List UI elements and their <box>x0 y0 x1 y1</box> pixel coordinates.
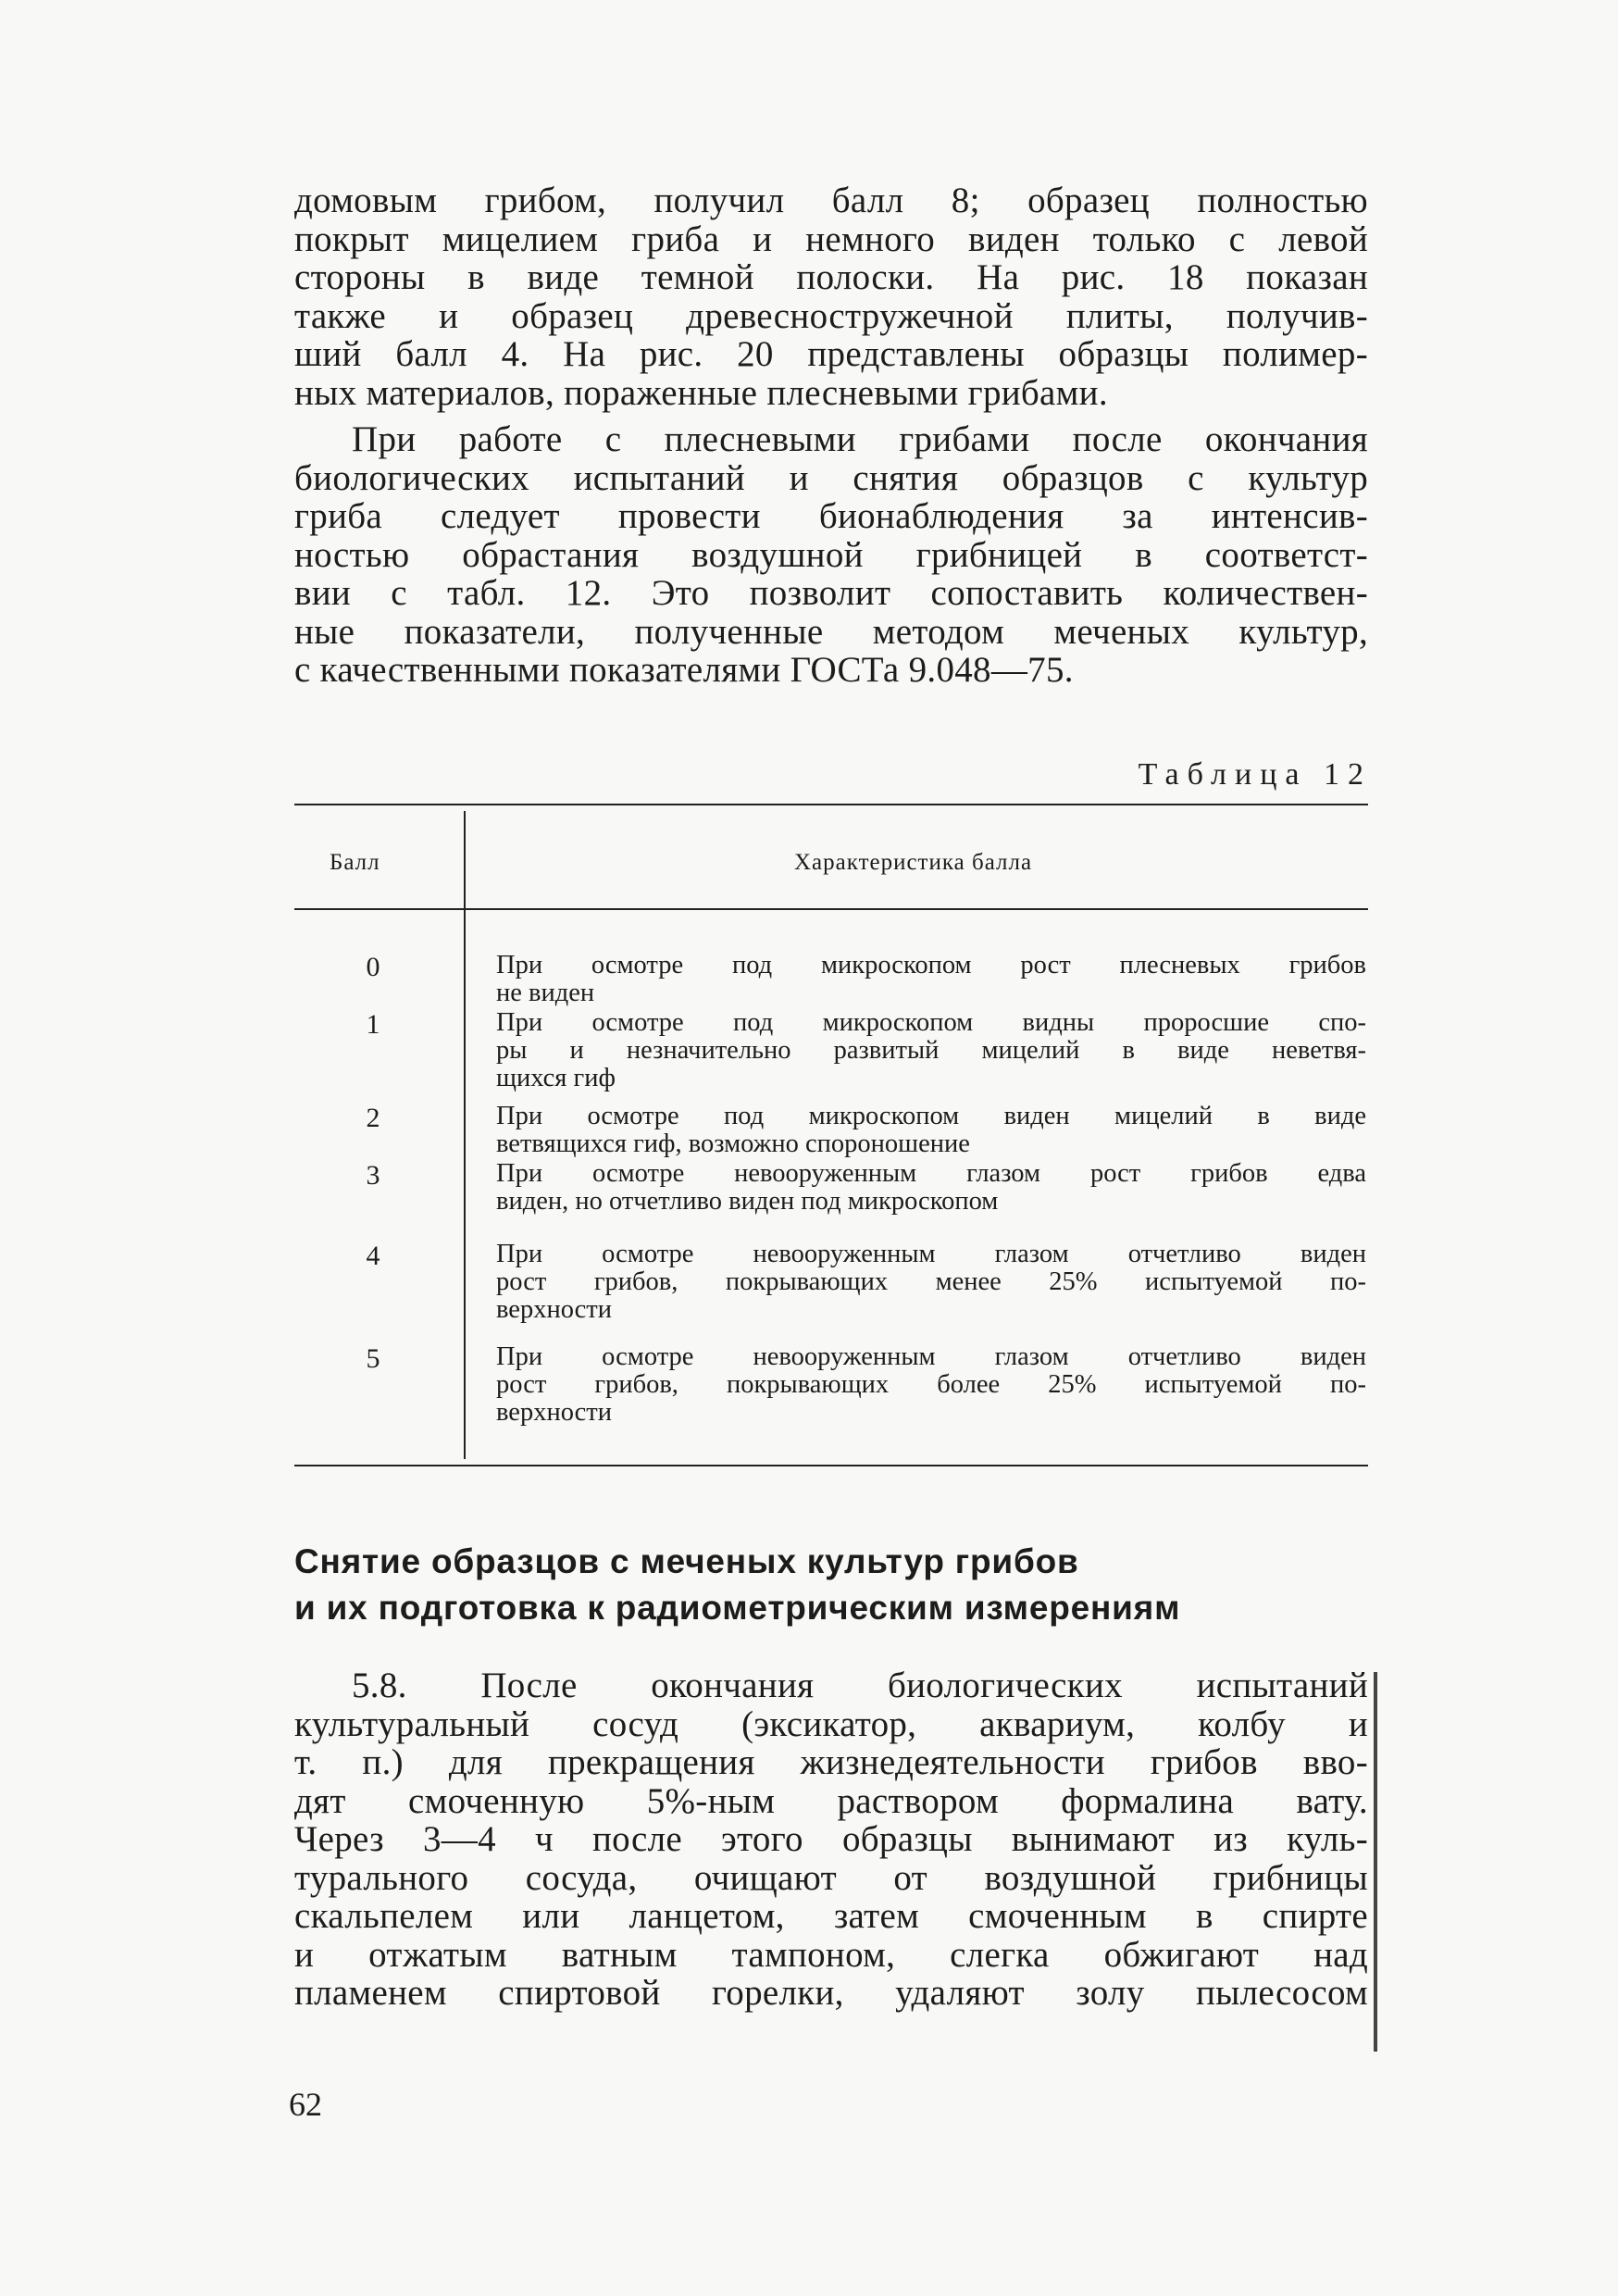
cell-line: ветвящихся гиф, возможно спороношение <box>496 1129 970 1158</box>
cell-line: щихся гиф <box>496 1064 616 1092</box>
row-characteristic-2 <box>496 1103 1366 1158</box>
text-line: дят смоченную 5%-ным раствором формалина вату. <box>294 1780 1368 1821</box>
text-line: пламенем спиртовой горелки, удаляют золу пылесосом <box>294 1973 1368 2013</box>
text-line: Через 3—4 ч после этого образцы вынимают из куль- <box>294 1819 1368 1859</box>
table-header-rule <box>294 908 1368 910</box>
row-characteristic-5 <box>496 1343 1366 1427</box>
paragraph-3 <box>294 1666 1368 2013</box>
cell-line: не виден <box>496 979 595 1007</box>
table-top-rule <box>294 804 1368 805</box>
text-line: с качественными показателями ГОСТа 9.048—75. <box>294 650 1074 690</box>
section-heading-line: Снятие образцов с меченых культур грибов <box>294 1542 1079 1580</box>
cell-line: При осмотре под микроскопом рост плесневых грибов <box>496 951 1366 980</box>
cell-line: При осмотре невооруженным глазом отчетливо виден <box>496 1342 1366 1371</box>
body-text-top <box>294 181 1368 690</box>
row-characteristic-0 <box>496 952 1366 1007</box>
row-characteristic-1 <box>496 1009 1366 1092</box>
text-line: также и образец древесностружечной плиты, получив- <box>294 295 1368 336</box>
text-line: стороны в виде темной полоски. На рис. 18 показан <box>294 257 1368 297</box>
row-ball-2: 2 <box>366 1103 380 1133</box>
text-line: ные показатели, полученные методом меченых культур, <box>294 611 1368 652</box>
column-header-characteristic: Характеристика балла <box>794 850 1033 875</box>
cell-line: верхности <box>496 1295 613 1324</box>
row-ball-5: 5 <box>366 1343 380 1374</box>
row-characteristic-4 <box>496 1241 1366 1324</box>
text-line: При работе с плесневыми грибами после окончания <box>352 419 1368 459</box>
text-line: скальпелем или ланцетом, затем смоченным в спирте <box>294 1896 1368 1936</box>
cell-line: При осмотре под микроскопом видны проросшие спо- <box>496 1008 1366 1037</box>
text-line: культуральный сосуд (эксикатор, аквариум, колбу и <box>294 1703 1368 1744</box>
row-ball-4: 4 <box>366 1241 380 1271</box>
section-heading-line: и их подготовка к радиометрическим измерениям <box>294 1589 1181 1627</box>
cell-line: виден, но отчетливо виден под микроскопом <box>496 1187 999 1216</box>
table-caption: Таблица 12 <box>1138 757 1372 792</box>
cell-line: При осмотре невооруженным глазом отчетливо виден <box>496 1240 1366 1268</box>
text-line: т. п.) для прекращения жизнедеятельности грибов вво- <box>294 1742 1368 1782</box>
row-ball-3: 3 <box>366 1160 380 1191</box>
cell-line: При осмотре под микроскопом виден мицелий в виде <box>496 1102 1366 1130</box>
text-line: гриба следует провести бионаблюдения за интенсив- <box>294 496 1368 536</box>
cell-line: При осмотре невооруженным глазом рост грибов едва <box>496 1159 1366 1188</box>
cell-line: ры и незначительно развитый мицелий в виде неветвя- <box>496 1036 1366 1065</box>
cell-line: рост грибов, покрывающих менее 25% испытуемой по- <box>496 1267 1366 1296</box>
row-characteristic-3 <box>496 1160 1366 1216</box>
section-heading <box>294 1539 1180 1631</box>
cell-line: рост грибов, покрывающих более 25% испытуемой по- <box>496 1370 1366 1399</box>
table-column-divider <box>464 811 466 1459</box>
row-ball-0: 0 <box>366 952 380 982</box>
paragraph-1 <box>294 181 1368 412</box>
text-line: покрыт мицелием гриба и немного виден только с левой <box>294 218 1368 259</box>
text-line: ных материалов, пораженные плесневыми грибами. <box>294 372 1108 413</box>
cell-line: верхности <box>496 1398 613 1427</box>
text-line: турального сосуда, очищают от воздушной грибницы <box>294 1857 1368 1898</box>
text-line: ностью обрастания воздушной грибницей в соответст- <box>294 534 1368 575</box>
column-header-ball: Балл <box>330 850 380 875</box>
text-line: вии с табл. 12. Это позволит сопоставить количествен- <box>294 573 1368 613</box>
text-line: 5.8. После окончания биологических испытаний <box>352 1666 1368 1705</box>
body-text-bottom <box>294 1666 1368 2013</box>
binding-edge-mark <box>1374 1672 1377 2052</box>
text-line: домовым грибом, получил балл 8; образец полностью <box>294 181 1368 220</box>
paragraph-2 <box>294 420 1368 690</box>
text-line: и отжатым ватным тампоном, слегка обжигают над <box>294 1934 1368 1975</box>
table-bottom-rule <box>294 1465 1368 1466</box>
text-line: ший балл 4. На рис. 20 представлены образцы полимер- <box>294 334 1368 374</box>
row-ball-1: 1 <box>366 1009 380 1040</box>
score-table <box>294 804 1368 1466</box>
page-number: 62 <box>289 2086 322 2123</box>
text-line: биологических испытаний и снятия образцов с культур <box>294 457 1368 498</box>
